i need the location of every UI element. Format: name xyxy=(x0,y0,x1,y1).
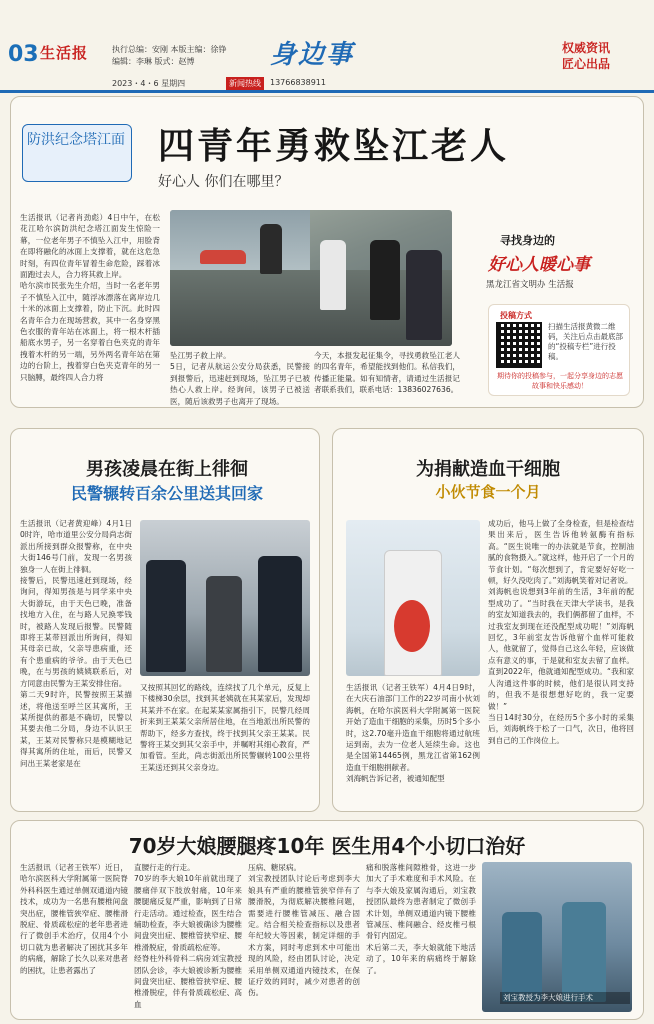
credits-line-1: 执行总编：安刚 本版主编：徐铮 xyxy=(112,45,227,54)
hotline-label: 新闻热线 xyxy=(226,77,264,90)
rescue-photo xyxy=(170,210,452,346)
newspaper-logo: 生活报 xyxy=(40,44,89,62)
surgeon-figure-1 xyxy=(502,912,542,1002)
officer-figure-2 xyxy=(258,556,302,672)
mascot-figure xyxy=(394,600,430,652)
submission-title: 投稿方式 xyxy=(500,311,532,320)
article-boy-title: 男孩凌晨在街上徘徊 xyxy=(86,459,248,480)
section-title: 身边事 xyxy=(270,40,355,70)
officer-figure-1 xyxy=(146,560,186,672)
masthead-slogan xyxy=(562,40,610,72)
submission-desc: 扫描生活报黄微二维码，关注后点击最底部的“投稿专栏”进行投稿。 xyxy=(548,322,623,361)
surgery-photo-caption: 刘宝教授为李大娘进行手术 xyxy=(500,992,630,1004)
editor-credits xyxy=(112,44,227,68)
article-boy-col-2: 又按照其回忆的路线，连续找了几个单元，反复上下楼梯30余层，找到其老姨就在其某家后，发现却其某并不在家。在起某某家属指引下，民警几经周折来到王某某父亲所居住地，在当地派出所民警的帮助下，经多方查找，终于找到其父亲王某某。民警将王某交到其父亲手中，并嘱咐其细心教育，严加看管。至此，尚志街派出所民警辗转100公里将王某送还到其父亲身边。 xyxy=(140,683,310,772)
rescuer-figure-1 xyxy=(260,224,282,274)
rescuer-figure-4 xyxy=(406,250,442,340)
surgery-photo xyxy=(482,862,632,1012)
hotline-number: 13766838911 xyxy=(270,78,326,87)
article-surgery-col-4: 痛和脱落椎间隙椎骨，这进一步加大了手术难度和手术风险。在与李大娘及家属沟通后，刘宝教授团队最终为患者制定了微创手术计划，单侧双通道内镜下腰椎管减压、椎间融合、经皮椎弓根骨钉内固定。 术后第二天，李大娘就能下地活动了，10年来的病痛终于解除了。 xyxy=(366,863,476,975)
police-photo xyxy=(140,520,310,676)
slogan-line-1: 权威资讯 xyxy=(562,41,611,55)
boy-figure xyxy=(206,576,242,672)
article-rescue-subtitle: 好心人 你们在哪里？ xyxy=(158,174,289,190)
article-rescue-title: 四青年勇救坠江老人 xyxy=(158,125,510,167)
slogan-line-2: 匠心出品 xyxy=(562,57,611,71)
rescuer-figure-2 xyxy=(320,240,346,310)
article-donor-subtitle: 小伙节食一个月 xyxy=(435,483,541,501)
article-boy-subtitle: 民警辗转百余公里送其回家 xyxy=(70,484,263,503)
article-surgery-title: 70岁大娘腰腿疼10年 医生用4个小切口治好 xyxy=(128,834,526,858)
article-rescue-col-3: 今天，本报发起征集令，寻找勇救坠江老人的四名青年，希望能找到他们。私信我们，传播正能量。如有知情者，请通过生活报记者联系我们，联系电话：13836027636。 xyxy=(314,351,460,395)
article-rescue-caption: 坠江男子救上岸。 5日，记者从航运公安分局获悉，民警接到报警后，迅速赶到现场，坠江男子已被热心人救上岸。经询问，该男子已被送医，随后该救男子也离开了现场。 xyxy=(170,351,310,406)
qr-code-icon xyxy=(496,322,542,368)
article-donor-col-1: 生活报讯（记者王铁军）4月4日9时，在大庆石油部门工作的22岁司南小伙刘海帆，在哈尔滨医科大学附属第一医院开始了造血干细胞的采集，历时5个多小时，这2.70毫升造血干细胞将通过航班运到南，去为一位老人延续生命。这也是全国第14465例，黑龙江省第162例造血干细胞捐献者。 刘海帆告诉记者，被通知配型 xyxy=(346,683,480,784)
page-number: 03 xyxy=(8,42,39,67)
article-rescue-kicker: 防洪纪念塔江面 xyxy=(27,132,125,148)
article-donor-title: 为捐献造血干细胞 xyxy=(416,459,560,480)
article-donor-col-2: 成功后，他马上做了全身检查，但是检查结果出来后，医生告诉他转氨酶有指标高。“医生说唯一的办法就是节食，控制油腻的食物摄入。”就这样，他开启了一个月的节食计划。“每次想到了，肯定要好好吃一顿，好久没吃肉了。”刘海帆笑着对记者说。 刘海帆也说想到3年前的生活，3年前的配型成功了。“当时我在天津大学读书，是我的室友知道我去的，我们俩都留了血样，不过我室友到现在还没配型成功呢！”刘海帆回忆，3年前室友告诉他留个血样可能救人，他就留了，觉得自己这么年轻，应该做点有意义的事，于是就和室友去留了血样。直到2022年，他就通知配型成功。“我和家人沟通这件事的时候，他们是很认同支持的，但我不是很想想好吃的，我一定要做！” 当日14时30分，在经历5个多小时的采集后，刘海帆终于松了一口气，次日，他将回到自己的工作岗位上。 xyxy=(488,519,634,745)
article-surgery-col-3: 压病、糖尿病。 刘宝教授团队讨论后考虑到李大娘具有严重的腰椎管狭窄伴有了腰滑脱，为彻底解决腰椎问题，需要进行腰椎管减压、融合固定。结合相关检查指标以及患者年纪较大等因素，制定详细的手术方案，同时考虑到术中可能出现的风险，经由团队讨论，决定采用单侧双通道内镜技术，在保证疗效的同时，减少对患者的创伤。 xyxy=(248,863,360,998)
issue-date: 2023・4・6 星期四 xyxy=(112,79,186,88)
article-surgery-col-1: 生活报讯（记者王铁军）近日，哈尔滨医科大学附属第一医院脊外科科医生通过单侧双通道内镜技术，成功为一名患有腰椎间盘突出症，腰椎管狭窄症、腰椎滑脱症、骨质疏松症的老年患者进行了微创手术治疗，仅用4个小切口就为患者解决了困扰其多年的病痛，解除了长久以来对患者的困扰，让患者露出了 xyxy=(20,863,128,975)
donor-photo xyxy=(346,520,480,676)
article-boy-col-1: 生活报讯（记者黄迎峰）4月1日0时许，哈市道里公安分局尚志街派出所接到群众报警称，在中央大街146号门前，发现一名男孩独身一人在街上徘徊。 接警后，民警迅速赶到现场，经询问，得知男孩是与同学来中央大街游玩，由于天色已晚，准备找地方入住，在与路人兄换零钱时，被路人发现后报警。民警随即将王某带回派出所询问，得知其母亲已故，父亲导患病重，还有个患重病的爷爷。由于天色已晚，在与男孩的姨姨联系后，对方同意由民警为王某安排住宿。 第二天9时许，民警按照王某描述，将他送至呼兰区其寓所，王某所提供的都是不确切，民警以其要去他二分局，身边不认识王某，王某对民警称只是模糊地记得其寓所的住址，而后，民警又问出王某老家是在 xyxy=(20,519,132,768)
credits-line-2: 编辑：李琳 版式：赵博 xyxy=(112,57,195,66)
find-box-header: 寻找身边的 xyxy=(500,234,555,247)
masthead-rule xyxy=(0,90,654,93)
find-box-org: 黑龙江省文明办 生活报 xyxy=(486,280,574,290)
submission-footer: 期待你的投稿参与，一起分享身边的志愿故事和快乐感动！ xyxy=(497,372,623,390)
article-surgery-col-2: 直腰行走的行走。 70岁的李大娘10年前就出现了腰痛伴双下肢放射痛，10年来腰腿痛反复严重，影响到了日常行走活动。通过检查，医生结合辅助检查，李大娘被确诊为腰椎间盘突出症、腰椎管狭窄症、腰椎滑脱症，骨质疏松症等。 经脊柱外科骨科二病房刘宝教授团队会诊，李大娘被诊断为腰椎间盘突出症、腰椎管狭窄症、腰椎滑脱症，伴有骨质疏松症、高血 xyxy=(134,863,242,1009)
article-rescue-col-1: 生活报讯（记者肖劲彪）4日中午，在松花江哈尔滨防洪纪念塔江面发生惊险一幕，一位老年男子不慎坠入江中，用脸背在即将融化的冰面上支撑着，就在这危急时刻，有四位青年冒着生命危险，踩着冰面跑过去人，合力将其救上岸。 哈尔滨市民张先生介绍，当时一名老年男子不慎坠入江中，随浮冰漂落在离岸边几十米的冰面上支撑着，防止下沉。此时四名青年合力在现场营救，其中一名身穿黑色衣服的青年站在冰面上，将一根木杆插船底水男子，另一名穿着白色夹克的青年拽着木杆的另一端，另外两名青年站在第边的台阶上，拽着穿白色夹克青年的另一只脑膊，最终四人合力将 xyxy=(20,213,160,382)
masthead xyxy=(0,0,654,88)
find-box-slogan: 好心人暖心事 xyxy=(488,255,590,275)
fallen-man-figure xyxy=(200,250,246,264)
rescuer-figure-3 xyxy=(370,240,400,320)
surgeon-figure-2 xyxy=(562,902,606,1002)
